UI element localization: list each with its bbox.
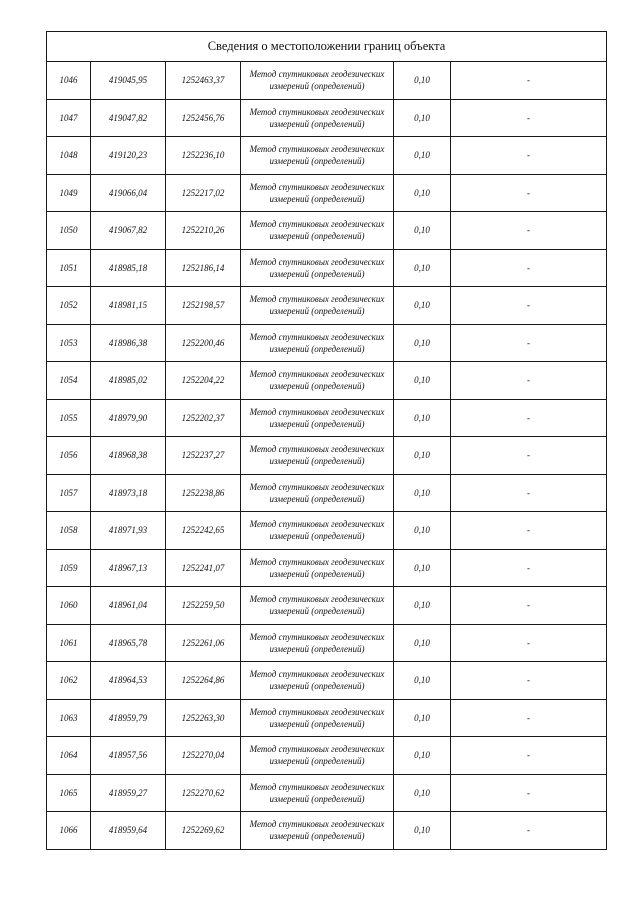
y-coordinate-cell: 1252270,62 [166, 774, 241, 812]
description-cell: - [451, 737, 607, 775]
boundary-points-table [46, 31, 607, 850]
table-row [47, 212, 607, 250]
description-cell: - [451, 287, 607, 325]
y-coordinate-cell: 1252242,65 [166, 512, 241, 550]
description-cell: - [451, 549, 607, 587]
accuracy-cell: 0,10 [394, 62, 451, 100]
method-cell: Метод спутниковых геодезических измерений (определений) [241, 99, 394, 137]
method-cell: Метод спутниковых геодезических измерений (определений) [241, 662, 394, 700]
point-number-cell: 1052 [47, 287, 91, 325]
x-coordinate-cell: 419067,82 [91, 212, 166, 250]
table-body [47, 32, 607, 850]
y-coordinate-cell: 1252210,26 [166, 212, 241, 250]
accuracy-cell: 0,10 [394, 437, 451, 475]
description-cell: - [451, 62, 607, 100]
method-cell: Метод спутниковых геодезических измерений (определений) [241, 174, 394, 212]
y-coordinate-cell: 1252186,14 [166, 249, 241, 287]
point-number-cell: 1051 [47, 249, 91, 287]
y-coordinate-cell: 1252264,86 [166, 662, 241, 700]
method-cell: Метод спутниковых геодезических измерений (определений) [241, 437, 394, 475]
point-number-cell: 1056 [47, 437, 91, 475]
point-number-cell: 1053 [47, 324, 91, 362]
point-number-cell: 1046 [47, 62, 91, 100]
y-coordinate-cell: 1252463,37 [166, 62, 241, 100]
accuracy-cell: 0,10 [394, 99, 451, 137]
method-cell: Метод спутниковых геодезических измерений (определений) [241, 624, 394, 662]
table-row [47, 62, 607, 100]
description-cell: - [451, 324, 607, 362]
description-cell: - [451, 362, 607, 400]
description-cell: - [451, 699, 607, 737]
method-cell: Метод спутниковых геодезических измерений (определений) [241, 324, 394, 362]
x-coordinate-cell: 418961,04 [91, 587, 166, 625]
method-cell: Метод спутниковых геодезических измерений (определений) [241, 512, 394, 550]
x-coordinate-cell: 418971,93 [91, 512, 166, 550]
x-coordinate-cell: 419120,23 [91, 137, 166, 175]
y-coordinate-cell: 1252237,27 [166, 437, 241, 475]
accuracy-cell: 0,10 [394, 662, 451, 700]
accuracy-cell: 0,10 [394, 774, 451, 812]
description-cell: - [451, 437, 607, 475]
table-row [47, 174, 607, 212]
table-row [47, 624, 607, 662]
table-title: Сведения о местоположении границ объекта [47, 32, 607, 62]
point-number-cell: 1050 [47, 212, 91, 250]
y-coordinate-cell: 1252269,62 [166, 812, 241, 850]
accuracy-cell: 0,10 [394, 587, 451, 625]
table-row [47, 774, 607, 812]
x-coordinate-cell: 418981,15 [91, 287, 166, 325]
description-cell: - [451, 137, 607, 175]
x-coordinate-cell: 418985,02 [91, 362, 166, 400]
description-cell: - [451, 249, 607, 287]
description-cell: - [451, 587, 607, 625]
point-number-cell: 1057 [47, 474, 91, 512]
accuracy-cell: 0,10 [394, 212, 451, 250]
table-row [47, 362, 607, 400]
accuracy-cell: 0,10 [394, 174, 451, 212]
description-cell: - [451, 212, 607, 250]
x-coordinate-cell: 418985,18 [91, 249, 166, 287]
y-coordinate-cell: 1252202,37 [166, 399, 241, 437]
x-coordinate-cell: 418957,56 [91, 737, 166, 775]
y-coordinate-cell: 1252259,50 [166, 587, 241, 625]
description-cell: - [451, 662, 607, 700]
y-coordinate-cell: 1252261,06 [166, 624, 241, 662]
point-number-cell: 1063 [47, 699, 91, 737]
method-cell: Метод спутниковых геодезических измерений (определений) [241, 699, 394, 737]
description-cell: - [451, 174, 607, 212]
point-number-cell: 1062 [47, 662, 91, 700]
y-coordinate-cell: 1252200,46 [166, 324, 241, 362]
x-coordinate-cell: 418967,13 [91, 549, 166, 587]
x-coordinate-cell: 418959,64 [91, 812, 166, 850]
description-cell: - [451, 474, 607, 512]
x-coordinate-cell: 418965,78 [91, 624, 166, 662]
point-number-cell: 1066 [47, 812, 91, 850]
point-number-cell: 1055 [47, 399, 91, 437]
description-cell: - [451, 512, 607, 550]
x-coordinate-cell: 418973,18 [91, 474, 166, 512]
y-coordinate-cell: 1252217,02 [166, 174, 241, 212]
x-coordinate-cell: 419045,95 [91, 62, 166, 100]
method-cell: Метод спутниковых геодезических измерений (определений) [241, 249, 394, 287]
description-cell: - [451, 399, 607, 437]
table-row [47, 474, 607, 512]
table-row [47, 662, 607, 700]
method-cell: Метод спутниковых геодезических измерений (определений) [241, 737, 394, 775]
accuracy-cell: 0,10 [394, 737, 451, 775]
point-number-cell: 1064 [47, 737, 91, 775]
accuracy-cell: 0,10 [394, 287, 451, 325]
table-row [47, 324, 607, 362]
method-cell: Метод спутниковых геодезических измерений (определений) [241, 587, 394, 625]
description-cell: - [451, 624, 607, 662]
table-row [47, 737, 607, 775]
table-row [47, 812, 607, 850]
description-cell: - [451, 812, 607, 850]
point-number-cell: 1054 [47, 362, 91, 400]
x-coordinate-cell: 418959,27 [91, 774, 166, 812]
method-cell: Метод спутниковых геодезических измерений (определений) [241, 774, 394, 812]
x-coordinate-cell: 418968,38 [91, 437, 166, 475]
table-row [47, 549, 607, 587]
accuracy-cell: 0,10 [394, 362, 451, 400]
accuracy-cell: 0,10 [394, 812, 451, 850]
point-number-cell: 1061 [47, 624, 91, 662]
method-cell: Метод спутниковых геодезических измерений (определений) [241, 287, 394, 325]
x-coordinate-cell: 418979,90 [91, 399, 166, 437]
x-coordinate-cell: 418959,79 [91, 699, 166, 737]
x-coordinate-cell: 418964,53 [91, 662, 166, 700]
accuracy-cell: 0,10 [394, 249, 451, 287]
accuracy-cell: 0,10 [394, 549, 451, 587]
x-coordinate-cell: 419066,04 [91, 174, 166, 212]
y-coordinate-cell: 1252241,07 [166, 549, 241, 587]
point-number-cell: 1048 [47, 137, 91, 175]
y-coordinate-cell: 1252238,86 [166, 474, 241, 512]
y-coordinate-cell: 1252456,76 [166, 99, 241, 137]
method-cell: Метод спутниковых геодезических измерений (определений) [241, 212, 394, 250]
table-row [47, 287, 607, 325]
table-row [47, 99, 607, 137]
point-number-cell: 1049 [47, 174, 91, 212]
method-cell: Метод спутниковых геодезических измерений (определений) [241, 137, 394, 175]
method-cell: Метод спутниковых геодезических измерений (определений) [241, 474, 394, 512]
table-row [47, 399, 607, 437]
table-row [47, 437, 607, 475]
y-coordinate-cell: 1252236,10 [166, 137, 241, 175]
method-cell: Метод спутниковых геодезических измерений (определений) [241, 362, 394, 400]
point-number-cell: 1060 [47, 587, 91, 625]
y-coordinate-cell: 1252204,22 [166, 362, 241, 400]
accuracy-cell: 0,10 [394, 474, 451, 512]
accuracy-cell: 0,10 [394, 624, 451, 662]
y-coordinate-cell: 1252198,57 [166, 287, 241, 325]
x-coordinate-cell: 419047,82 [91, 99, 166, 137]
method-cell: Метод спутниковых геодезических измерений (определений) [241, 62, 394, 100]
method-cell: Метод спутниковых геодезических измерений (определений) [241, 399, 394, 437]
table-row [47, 587, 607, 625]
accuracy-cell: 0,10 [394, 399, 451, 437]
accuracy-cell: 0,10 [394, 324, 451, 362]
point-number-cell: 1065 [47, 774, 91, 812]
table-row [47, 512, 607, 550]
point-number-cell: 1059 [47, 549, 91, 587]
table-row [47, 699, 607, 737]
accuracy-cell: 0,10 [394, 699, 451, 737]
y-coordinate-cell: 1252263,30 [166, 699, 241, 737]
accuracy-cell: 0,10 [394, 512, 451, 550]
description-cell: - [451, 774, 607, 812]
method-cell: Метод спутниковых геодезических измерений (определений) [241, 549, 394, 587]
y-coordinate-cell: 1252270,04 [166, 737, 241, 775]
x-coordinate-cell: 418986,38 [91, 324, 166, 362]
table-row [47, 249, 607, 287]
accuracy-cell: 0,10 [394, 137, 451, 175]
point-number-cell: 1047 [47, 99, 91, 137]
table-row [47, 137, 607, 175]
description-cell: - [451, 99, 607, 137]
title-row [47, 32, 607, 62]
method-cell: Метод спутниковых геодезических измерений (определений) [241, 812, 394, 850]
point-number-cell: 1058 [47, 512, 91, 550]
